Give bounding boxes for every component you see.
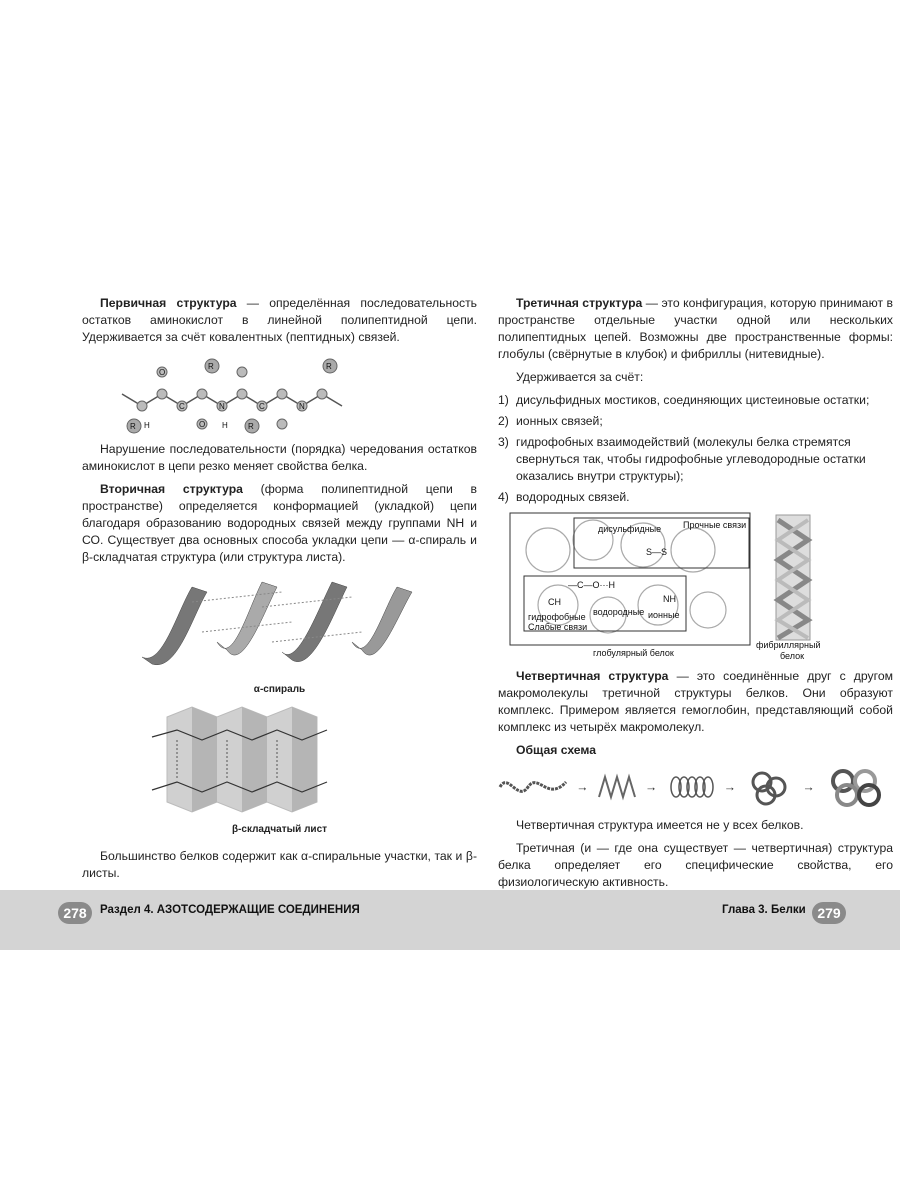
- primary-structure-term: Первичная структура: [100, 296, 237, 310]
- n-label-1: N: [219, 402, 225, 411]
- coh-label: —C—O···H: [568, 580, 615, 590]
- list-item: 4) водородных связей.: [498, 490, 630, 504]
- fibrillar-protein-drawing: [776, 515, 810, 640]
- o-label-1: O: [159, 368, 166, 377]
- quaternary-structure-paragraph: Четвертичная структура — это соединённые друг с другом макромолекулы третичной структуры белков. Они образуют комплекс. Примером является гемоглобин, представляющий собой комплекс из четырёх макромолекул.: [498, 669, 893, 734]
- arrow-icon: →: [802, 779, 815, 794]
- weak-bonds-label: Слабые связи: [528, 622, 588, 632]
- r-label-1: R: [130, 422, 136, 431]
- scheme-title: Общая схема: [516, 743, 597, 757]
- alpha-helix-figure: [82, 572, 477, 677]
- ionic-label: ионные: [648, 610, 680, 620]
- held-by-paragraph: Удерживается за счёт:: [516, 370, 644, 384]
- quaternary-note: Четвертичная структура имеется не у всех белков.: [516, 818, 804, 832]
- strong-bonds-label: Прочные связи: [683, 520, 747, 530]
- arrow-icon: →: [645, 779, 658, 794]
- tertiary-globule-icon: [744, 767, 794, 807]
- primary-structure-paragraph: Первичная структура — определённая последовательность остатков аминокислот в линейной полипептидной цепи. Удерживается за счёт ковалентных (пептидных) связей.: [82, 296, 477, 344]
- left-page: [82, 295, 477, 888]
- tertiary-structure-figure: [498, 510, 893, 660]
- n-label-2: N: [299, 402, 305, 411]
- list-item: 1) дисульфидных мостиков, соединяющих цистеиновые остатки;: [498, 393, 870, 407]
- r-label-3: R: [248, 422, 254, 431]
- ch3-label: CH: [548, 597, 561, 607]
- hydrogen-label: водородные: [593, 607, 645, 617]
- mixed-structure-paragraph: Большинство белков содержит как α-спиральные участки, так и β-листы.: [82, 849, 477, 880]
- general-scheme: [498, 767, 893, 807]
- right-page: [498, 295, 893, 897]
- coiled-helix-icon: [666, 772, 716, 802]
- list-item: 3) гидрофобных взаимодействий (молекулы белка стремятся свернуться так, чтобы гидрофобные углеводородные остатки оказались внутри структуры);: [498, 435, 866, 483]
- alpha-helix-caption: α-спираль: [253, 684, 306, 695]
- section-title: Раздел 4. АЗОТСОДЕРЖАЩИЕ СОЕДИНЕНИЯ: [100, 904, 360, 916]
- page-number-right: 279: [812, 902, 846, 924]
- bond-list: [498, 392, 893, 506]
- fibrillar-caption-2: белок: [780, 651, 805, 660]
- beta-sheet-caption: β-складчатый лист: [231, 824, 328, 835]
- c-label-1: C: [179, 402, 185, 411]
- tertiary-structure-paragraph: Третичная структура — это конфигурация, которую принимают в пространстве отдельные участки одной или нескольких полипептидных цепей. Возможны две пространственные формы: глобулы (свёрнутые в клубок) и фибриллы (нитевидные).: [498, 296, 893, 361]
- quaternary-structure-term: Четвертичная структура: [516, 669, 669, 683]
- page-number-left: 278: [58, 902, 92, 924]
- primary-chain-icon: [498, 772, 568, 802]
- r-label-4: R: [326, 362, 332, 371]
- beta-sheet-figure: [82, 702, 477, 817]
- secondary-structure-paragraph: Вторичная структура (форма полипептидной цепи в пространстве) определяется конформацией (укладкой) цепи благодаря образованию водородных связей между группами NH и СО. Существует два основных способа укладки цепи — α-спираль и β-складчатая структура (или структура листа).: [82, 482, 477, 564]
- tertiary-structure-term: Третичная структура: [516, 296, 643, 310]
- arrow-icon: →: [576, 779, 589, 794]
- ss-label: S—S: [646, 547, 668, 557]
- helix-icon: [597, 772, 637, 802]
- fibrillar-caption-1: фибриллярный: [756, 640, 821, 650]
- h-label-2: H: [222, 421, 228, 430]
- properties-paragraph: Третичная (и — где она существует — четвертичная) структура белка определяет его специфические свойства, его физиологическую активность.: [498, 841, 893, 889]
- r-label-2: R: [208, 362, 214, 371]
- quaternary-complex-icon: [823, 767, 893, 807]
- primary-structure-figure: [82, 352, 477, 437]
- c-label-2: C: [259, 402, 265, 411]
- list-item: 2) ионных связей;: [498, 414, 603, 428]
- arrow-icon: →: [723, 779, 736, 794]
- o-label-2: O: [199, 420, 206, 429]
- disulfide-label: дисульфидные: [598, 524, 662, 534]
- secondary-structure-term: Вторичная структура: [100, 482, 243, 496]
- chapter-title: Глава 3. Белки: [722, 904, 806, 916]
- h-label-1: H: [144, 421, 150, 430]
- globular-caption: глобулярный белок: [593, 648, 674, 658]
- nh-label: NH: [663, 594, 676, 604]
- page-footer: [0, 890, 900, 950]
- sequence-paragraph: Нарушение последовательности (порядка) чередования остатков аминокислот в цепи резко меняет свойства белка.: [82, 442, 477, 473]
- hydrophobic-label: гидрофобные: [528, 612, 586, 622]
